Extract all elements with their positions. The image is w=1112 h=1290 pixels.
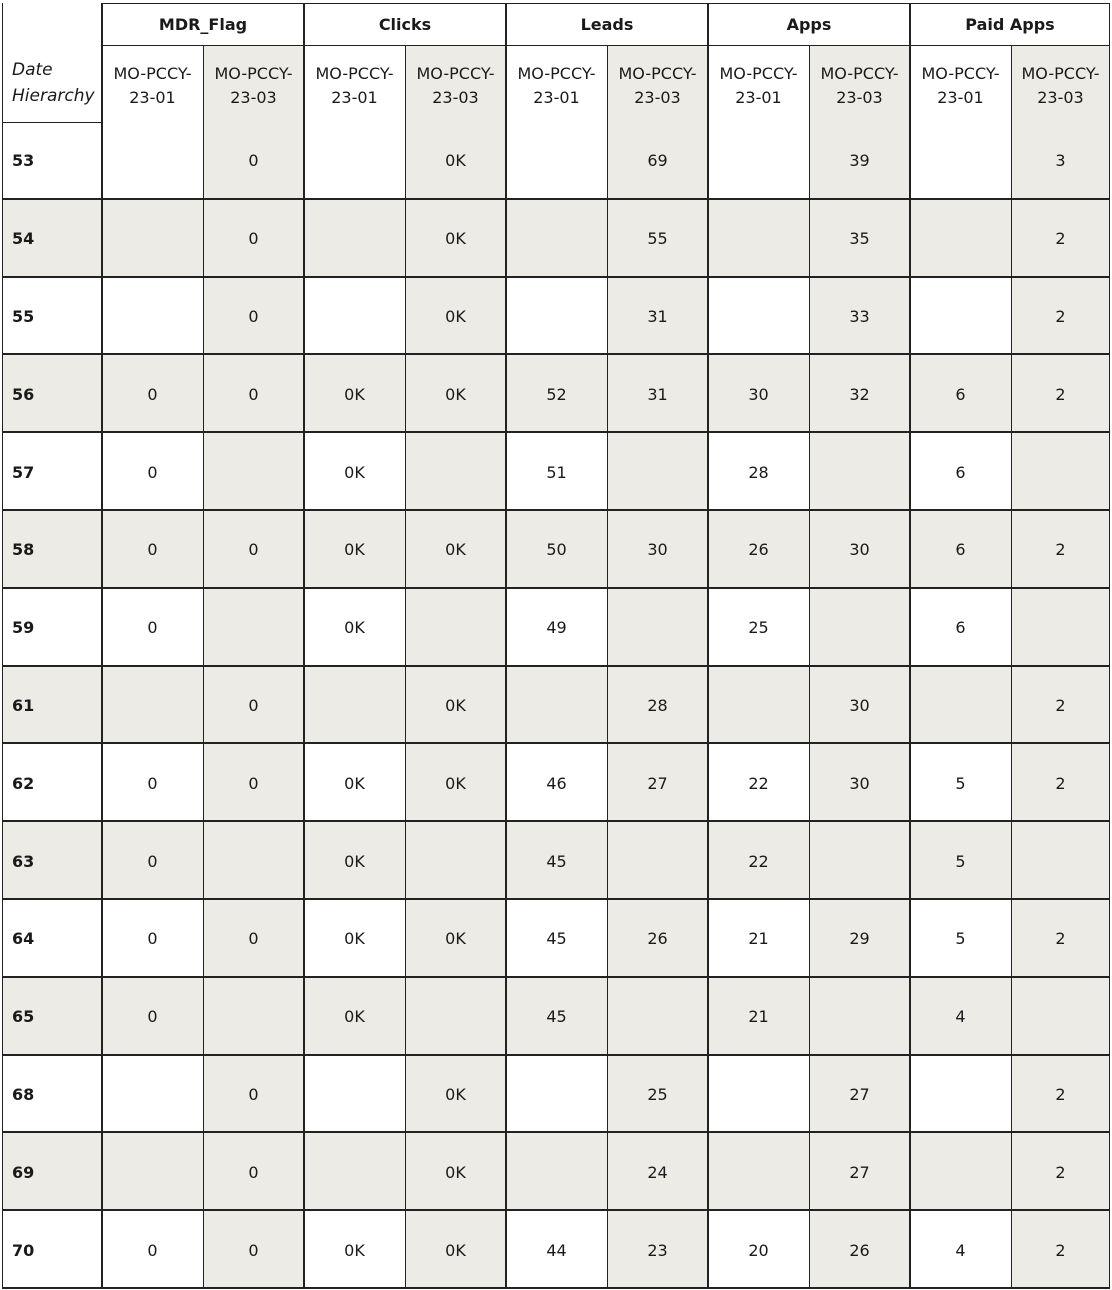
sub-rule [607,45,608,1289]
table-cell: 0 [248,773,259,793]
table-cell: 28 [748,462,769,482]
group-rule [707,3,709,1289]
table-cell: 26 [849,1240,870,1260]
table-cell: 0 [147,1007,158,1027]
sub-column-header: MO-PCCY- 23-03 [618,63,697,107]
row-rule [2,587,1110,589]
table-cell: 0 [147,618,158,638]
row-label: 56 [12,384,35,404]
sub-column-header: MO-PCCY- 23-01 [113,63,192,107]
table-cell: 5 [955,929,966,949]
measure-header: Apps [786,14,832,34]
sub-rule [203,45,204,1289]
table-cell: 0 [248,384,259,404]
table-cell: 4 [955,1240,966,1260]
table-cell [203,433,304,511]
table-cell [506,667,607,745]
table-cell: 2 [1055,1084,1066,1104]
table-cell: 0K [344,1240,365,1260]
table-cell: 0K [344,618,365,638]
table-cell: 0K [445,695,466,715]
table-cell [405,589,506,667]
group-rule [909,3,911,1289]
table-cell: 0 [147,1240,158,1260]
table-cell: 30 [849,773,870,793]
row-rule [2,276,1110,278]
table-cell: 27 [647,773,668,793]
table-cell: 0K [344,773,365,793]
table-cell [304,1133,405,1211]
table-cell: 0K [445,151,466,171]
table-cell [910,200,1011,278]
table-cell: 2 [1055,929,1066,949]
rule [2,122,102,123]
table-cell [809,978,910,1056]
row-label: 63 [12,851,35,871]
row-label: 68 [12,1084,35,1104]
table-cell: 2 [1055,1162,1066,1182]
table-cell [102,1056,203,1134]
row-header-line: Hierarchy [12,86,95,106]
table-cell: 0 [248,1162,259,1182]
measure-header: MDR_Flag [158,14,248,34]
row-rule [2,1131,1110,1133]
sub-column-header: MO-PCCY- 23-03 [416,63,495,107]
table-cell: 0K [445,929,466,949]
table-cell: 45 [546,929,567,949]
table-cell [910,122,1011,200]
table-cell [809,822,910,900]
sub-column-header: MO-PCCY- 23-03 [820,63,899,107]
table-cell [607,978,708,1056]
table-cell: 22 [748,773,769,793]
row-label: 61 [12,695,35,715]
table-cell: 25 [647,1084,668,1104]
table-cell: 2 [1055,384,1066,404]
table-cell: 4 [955,1007,966,1027]
measure-header: Clicks [378,14,432,34]
table-cell [708,1133,809,1211]
table-cell: 45 [546,1007,567,1027]
table-cell: 5 [955,851,966,871]
table-cell [506,278,607,356]
measure-header: Leads [580,14,634,34]
table-cell: 6 [955,384,966,404]
row-rule [2,742,1110,744]
row-rule [2,1287,1110,1289]
table-cell: 0 [248,1084,259,1104]
table-cell: 0K [445,1084,466,1104]
table-cell: 0K [445,306,466,326]
table-cell: 0 [147,384,158,404]
table-cell: 30 [748,384,769,404]
table-cell: 0 [248,151,259,171]
row-rule [2,509,1110,511]
table-cell: 30 [849,540,870,560]
row-label: 53 [12,151,35,171]
table-cell [506,1056,607,1134]
table-cell [203,822,304,900]
table-cell [708,278,809,356]
row-rule [2,1054,1110,1056]
table-cell [910,278,1011,356]
table-cell: 50 [546,540,567,560]
sub-rule [405,45,406,1289]
table-cell [1011,433,1110,511]
table-cell [405,433,506,511]
table-cell: 52 [546,384,567,404]
row-label: 64 [12,929,35,949]
table-cell: 2 [1055,695,1066,715]
table-cell [102,200,203,278]
sub-column-header: MO-PCCY- 23-01 [315,63,394,107]
sub-column-header: MO-PCCY- 23-01 [517,63,596,107]
table-cell [607,589,708,667]
table-cell: 32 [849,384,870,404]
table-cell [1011,822,1110,900]
table-cell: 2 [1055,306,1066,326]
row-rule [2,353,1110,355]
table-cell: 2 [1055,229,1066,249]
table-cell [102,667,203,745]
measure-header: Paid Apps [965,14,1055,34]
table-cell [708,200,809,278]
table-cell [910,1056,1011,1134]
table-cell: 0K [445,229,466,249]
row-label: 65 [12,1007,35,1027]
table-cell: 21 [748,1007,769,1027]
table-cell: 3 [1055,151,1066,171]
table-cell: 26 [647,929,668,949]
table-cell: 31 [647,306,668,326]
table-cell: 0 [248,1240,259,1260]
sub-column-header: MO-PCCY- 23-01 [921,63,1000,107]
table-cell: 55 [647,229,668,249]
table-cell: 0 [147,540,158,560]
table-cell [304,1056,405,1134]
table-cell: 0 [248,229,259,249]
table-cell [102,1133,203,1211]
table-cell [809,589,910,667]
sub-column-header: MO-PCCY- 23-03 [214,63,293,107]
table-cell: 31 [647,384,668,404]
table-cell: 6 [955,618,966,638]
table-cell: 69 [647,151,668,171]
table-cell: 0K [344,1007,365,1027]
table-cell: 21 [748,929,769,949]
table-cell: 33 [849,306,870,326]
table-cell [1011,589,1110,667]
table-cell: 0K [445,1162,466,1182]
table-cell: 39 [849,151,870,171]
row-label: 70 [12,1240,35,1260]
table-cell [304,200,405,278]
table-cell [102,122,203,200]
table-cell: 0K [344,851,365,871]
table-cell [506,200,607,278]
table-cell [809,433,910,511]
sub-column-header: MO-PCCY- 23-01 [719,63,798,107]
table-cell: 44 [546,1240,567,1260]
sub-column-header: MO-PCCY- 23-03 [1021,63,1100,107]
rule [102,3,1110,4]
table-cell: 0 [248,695,259,715]
group-rule [505,3,507,1289]
table-cell [910,1133,1011,1211]
table-cell: 0K [445,384,466,404]
table-cell [304,278,405,356]
table-cell [910,667,1011,745]
table-cell [304,122,405,200]
row-label: 59 [12,618,35,638]
table-cell: 0 [147,851,158,871]
row-label: 58 [12,540,35,560]
table-cell: 25 [748,618,769,638]
table-cell: 23 [647,1240,668,1260]
table-cell: 49 [546,618,567,638]
table-cell [203,589,304,667]
table-cell: 0K [344,384,365,404]
row-header [2,3,102,122]
table-cell: 35 [849,229,870,249]
row-rule [2,665,1110,667]
table-cell [203,978,304,1056]
table-cell: 26 [748,540,769,560]
table-cell: 27 [849,1162,870,1182]
table-cell: 0 [248,306,259,326]
table-cell: 0K [344,929,365,949]
table-cell: 20 [748,1240,769,1260]
table-cell [506,122,607,200]
pivot-table [2,3,1110,1289]
row-rule [2,898,1110,900]
table-cell: 24 [647,1162,668,1182]
row-label: 69 [12,1162,35,1182]
row-rule [2,198,1110,200]
rule [102,45,1110,46]
table-cell: 30 [849,695,870,715]
row-label: 62 [12,773,35,793]
table-cell: 0K [344,462,365,482]
table-cell [708,122,809,200]
table-cell: 0K [445,773,466,793]
table-cell: 2 [1055,773,1066,793]
rule [1109,3,1110,1289]
table-cell: 0 [248,929,259,949]
table-cell [304,667,405,745]
table-cell: 45 [546,851,567,871]
table-cell: 2 [1055,540,1066,560]
table-cell: 0 [248,540,259,560]
row-header-line: Date [12,60,53,80]
row-label: 55 [12,306,35,326]
table-cell: 27 [849,1084,870,1104]
table-cell: 0K [445,540,466,560]
table-cell: 30 [647,540,668,560]
table-cell: 6 [955,462,966,482]
row-rule [2,1209,1110,1211]
table-cell: 0 [147,462,158,482]
table-cell: 22 [748,851,769,871]
table-cell: 0K [344,540,365,560]
row-label: 54 [12,229,35,249]
table-cell: 51 [546,462,567,482]
table-cell [405,978,506,1056]
table-cell: 0 [147,773,158,793]
rule [2,3,3,1289]
table-cell [405,822,506,900]
table-cell: 0 [147,929,158,949]
table-cell [607,822,708,900]
table-cell: 0K [445,1240,466,1260]
table-cell [506,1133,607,1211]
table-cell [1011,978,1110,1056]
group-rule [303,3,305,1289]
table-cell: 46 [546,773,567,793]
row-rule [2,820,1110,822]
group-rule [101,3,103,1289]
table-cell: 29 [849,929,870,949]
sub-rule [1011,45,1012,1289]
table-cell: 5 [955,773,966,793]
table-cell [708,667,809,745]
sub-rule [809,45,810,1289]
row-label: 57 [12,462,35,482]
table-cell [708,1056,809,1134]
table-cell [102,278,203,356]
row-rule [2,431,1110,433]
table-cell: 28 [647,695,668,715]
row-rule [2,976,1110,978]
table-cell [607,433,708,511]
table-cell: 2 [1055,1240,1066,1260]
table-cell: 6 [955,540,966,560]
